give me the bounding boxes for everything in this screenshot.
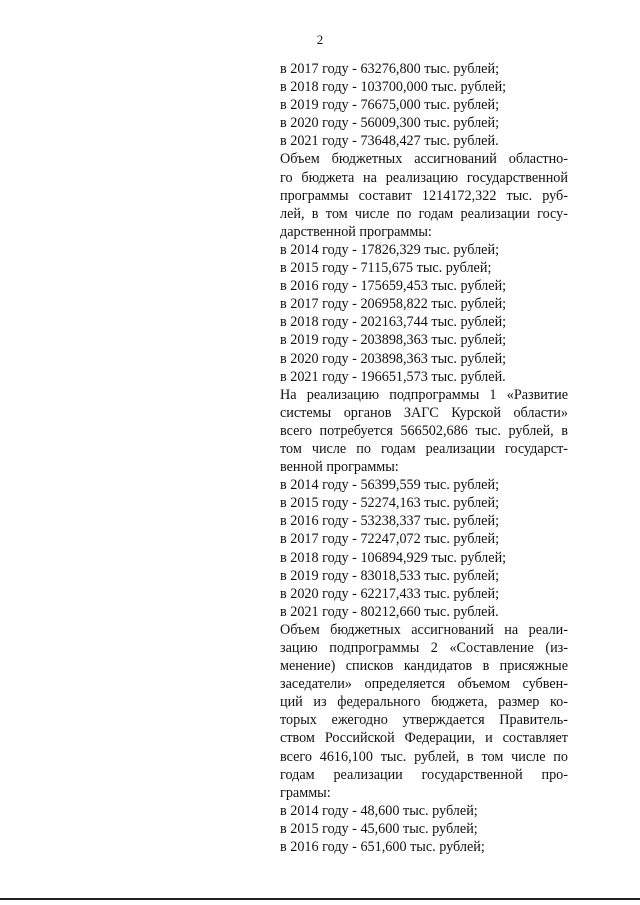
text-line: в 2021 году - 196651,573 тыс. рублей. bbox=[280, 368, 506, 385]
text-line: том числе по годам реализации государст- bbox=[280, 440, 568, 457]
text-line: На реализацию подпрограммы 1 «Развитие bbox=[280, 386, 568, 403]
text-line: в 2015 году - 52274,163 тыс. рублей; bbox=[280, 495, 500, 512]
text-line: в 2015 году - 7115,675 тыс. рублей; bbox=[280, 260, 492, 277]
text-line: в 2018 году - 106894,929 тыс. рублей; bbox=[280, 549, 507, 566]
text-line: в 2021 году - 80212,660 тыс. рублей. bbox=[280, 603, 499, 620]
text-line: в 2017 году - 206958,822 тыс. рублей; bbox=[280, 296, 507, 313]
paragraph-regional-budget bbox=[280, 150, 568, 240]
text-line: в 2014 году - 17826,329 тыс. рублей; bbox=[280, 241, 500, 258]
text-line: в 2019 году - 76675,000 тыс. рублей; bbox=[280, 97, 500, 114]
text-line: в 2019 году - 83018,533 тыс. рублей; bbox=[280, 567, 500, 584]
paragraph-subprogram-2 bbox=[280, 621, 568, 802]
list-regional-by-year bbox=[280, 241, 568, 386]
text-line: в 2021 году - 73648,427 тыс. рублей. bbox=[280, 133, 499, 150]
text-line: лей, в том числе по годам реализации госу- bbox=[280, 205, 568, 222]
text-line: всего 4616,100 тыс. рублей, в том числе по bbox=[280, 748, 568, 765]
text-line: в 2020 году - 56009,300 тыс. рублей; bbox=[280, 115, 500, 132]
text-line: в 2014 году - 48,600 тыс. рублей; bbox=[280, 802, 478, 819]
text-line: в 2018 году - 202163,744 тыс. рублей; bbox=[280, 314, 507, 331]
text-line: в 2020 году - 203898,363 тыс. рублей; bbox=[280, 350, 507, 367]
list-subprogram-1-by-year bbox=[280, 476, 568, 621]
text-line: в 2017 году - 63276,800 тыс. рублей; bbox=[280, 61, 500, 77]
list-subprogram-2-by-year bbox=[280, 802, 568, 856]
text-line: менение) списков кандидатов в присяжные bbox=[280, 658, 568, 675]
page-number: 2 bbox=[316, 32, 324, 47]
text-line: в 2016 году - 651,600 тыс. рублей; bbox=[280, 839, 485, 856]
text-line: в 2015 году - 45,600 тыс. рублей; bbox=[280, 820, 478, 837]
text-line: заседатели» определяется объемом субвен- bbox=[280, 676, 568, 693]
text-line: годам реализации государственной про- bbox=[280, 766, 568, 783]
text-line: Объем бюджетных ассигнований областно- bbox=[280, 151, 568, 168]
text-line: ством Российской Федерации, и составляет bbox=[280, 730, 568, 747]
text-line: ций из федерального бюджета, размер ко- bbox=[280, 694, 568, 711]
text-line: граммы: bbox=[280, 784, 331, 801]
text-line: в 2016 году - 53238,337 тыс. рублей; bbox=[280, 513, 500, 530]
text-line: системы органов ЗАГС Курской области» bbox=[280, 404, 568, 421]
text-line: в 2016 году - 175659,453 тыс. рублей; bbox=[280, 278, 507, 295]
text-line: в 2019 году - 203898,363 тыс. рублей; bbox=[280, 332, 507, 349]
text-line: дарственной программы: bbox=[280, 223, 432, 240]
text-line: программы составит 1214172,322 тыс. руб- bbox=[280, 187, 568, 204]
text-line: в 2018 году - 103700,000 тыс. рублей; bbox=[280, 79, 507, 96]
text-line: в 2014 году - 56399,559 тыс. рублей; bbox=[280, 477, 500, 494]
text-line: торых ежегодно утверждается Правитель- bbox=[280, 712, 568, 729]
text-line: венной программы: bbox=[280, 459, 399, 476]
paragraph-subprogram-1 bbox=[280, 386, 568, 476]
document-body bbox=[280, 60, 568, 856]
text-line: зацию подпрограммы 2 «Составление (из- bbox=[280, 640, 568, 656]
text-line: в 2020 году - 62217,433 тыс. рублей; bbox=[280, 585, 500, 602]
bottom-border-line bbox=[0, 898, 640, 900]
text-line: го бюджета на реализацию государственной bbox=[280, 169, 568, 186]
text-line: Объем бюджетных ассигнований на реали- bbox=[280, 621, 568, 638]
text-line: всего потребуется 566502,686 тыс. рублей, в bbox=[280, 422, 568, 439]
list-2017-2021 bbox=[280, 60, 568, 150]
text-line: в 2017 году - 72247,072 тыс. рублей; bbox=[280, 531, 500, 548]
